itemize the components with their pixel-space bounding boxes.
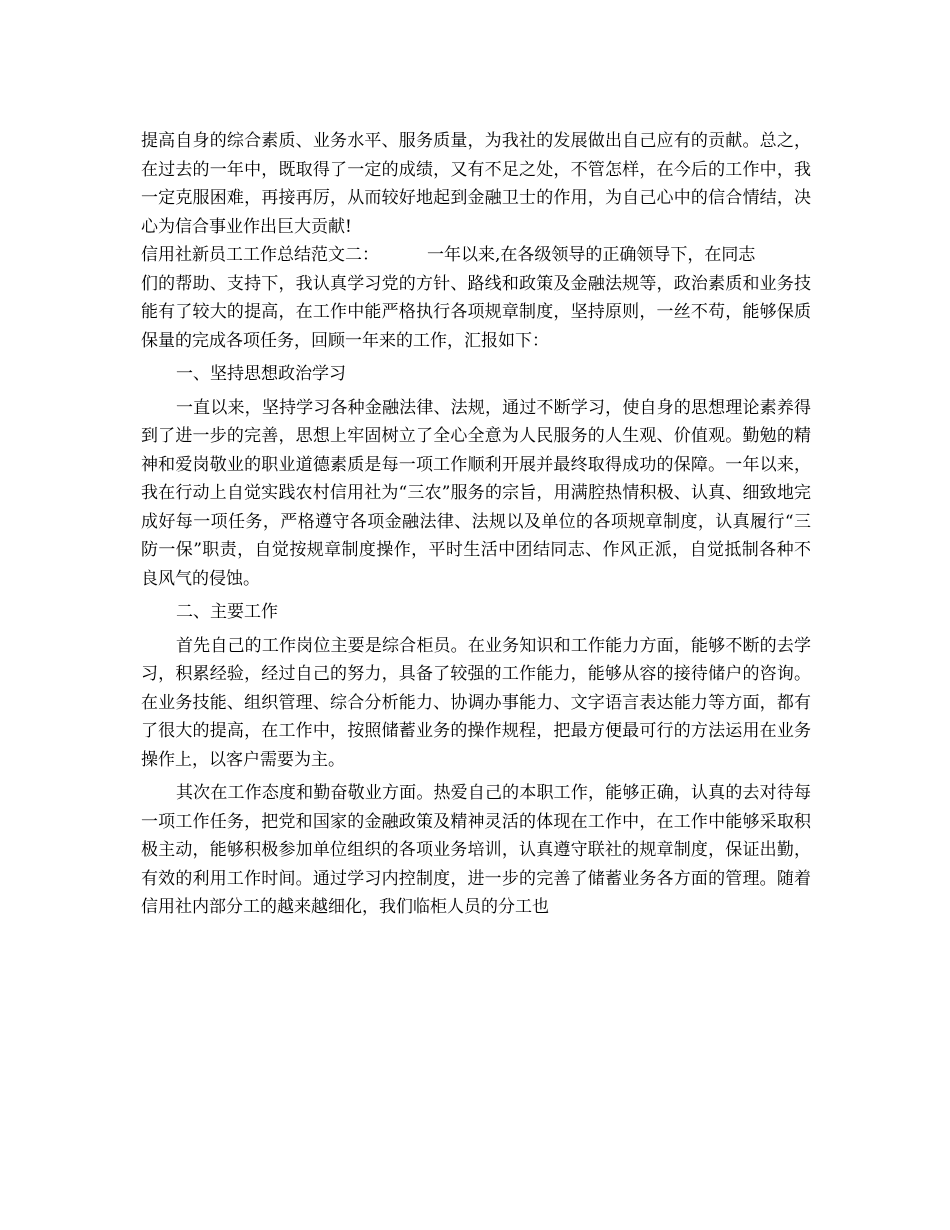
paragraph-work-attitude: 其次在工作态度和勤奋敬业方面。热爱自己的本职工作，能够正确，认真的去对待每一项工作任务，把党和国家的金融政策及精神灵活的体现在工作中，在工作中能够采取积极主动，能够积极参加单位组织的各项业务培训，认真遵守联社的规章制度，保证出勤，有效的利用工作时间。通过学习内控制度，进一步的完善了储蓄业务各方面的管理。随着信用社内部分工的越来越细化，我们临柜人员的分工也: [141, 783, 811, 917]
section-title: 信用社新员工工作总结范文二：: [141, 245, 379, 265]
heading-political-study: 一、坚持思想政治学习: [176, 364, 346, 384]
section-intro-line: [141, 241, 811, 270]
paragraph-closing: 提高自身的综合素质、业务水平、服务质量，为我社的发展做出自己应有的贡献。总之，在过去的一年中，既取得了一定的成绩，又有不足之处，不管怎样，在今后的工作中，我一定克服困难，再接再厉，从而较好地起到金融卫士的作用，为自己心中的信合情结，决心为信合事业作出巨大贡献!: [141, 131, 811, 237]
section-intro: 一年以来,在各级领导的正确领导下，在同志: [427, 245, 756, 265]
heading-main-work: 二、主要工作: [176, 602, 278, 622]
paragraph-political-study: 一直以来，坚持学习各种金融法律、法规，通过不断学习，使自身的思想理论素养得到了进一步的完善，思想上牢固树立了全心全意为人民服务的人生观、价值观。勤勉的精神和爱岗敬业的职业道德素质是每一项工作顺利开展并最终取得成功的保障。一年以来，我在行动上自觉实践农村信用社为“三农”服务的宗旨，用满腔热情积极、认真、细致地完成好每一项任务，严格遵守各项金融法律、法规以及单位的各项规章制度，认真履行“三防一保”职责，自觉按规章制度操作，平时生活中团结同志、作风正派，自觉抵制各种不良风气的侵蚀。: [141, 397, 811, 589]
document-body: [141, 127, 811, 922]
paragraph-main-work: 首先自己的工作岗位主要是综合柜员。在业务知识和工作能力方面，能够不断的去学习，积累经验，经过自己的努力，具备了较强的工作能力，能够从容的接待储户的咨询。在业务技能、组织管理、综合分析能力、协调办事能力、文字语言表达能力等方面，都有了很大的提高，在工作中，按照储蓄业务的操作规程，把最方便最可行的方法运用在业务操作上，以客户需要为主。: [141, 635, 811, 770]
paragraph-intro-continued: 们的帮助、支持下，我认真学习党的方针、路线和政策及金融法规等，政治素质和业务技能有了较大的提高，在工作中能严格执行各项规章制度，坚持原则，一丝不苟，能够保质保量的完成各项任务，回顾一年来的工作，汇报如下：: [141, 273, 811, 351]
